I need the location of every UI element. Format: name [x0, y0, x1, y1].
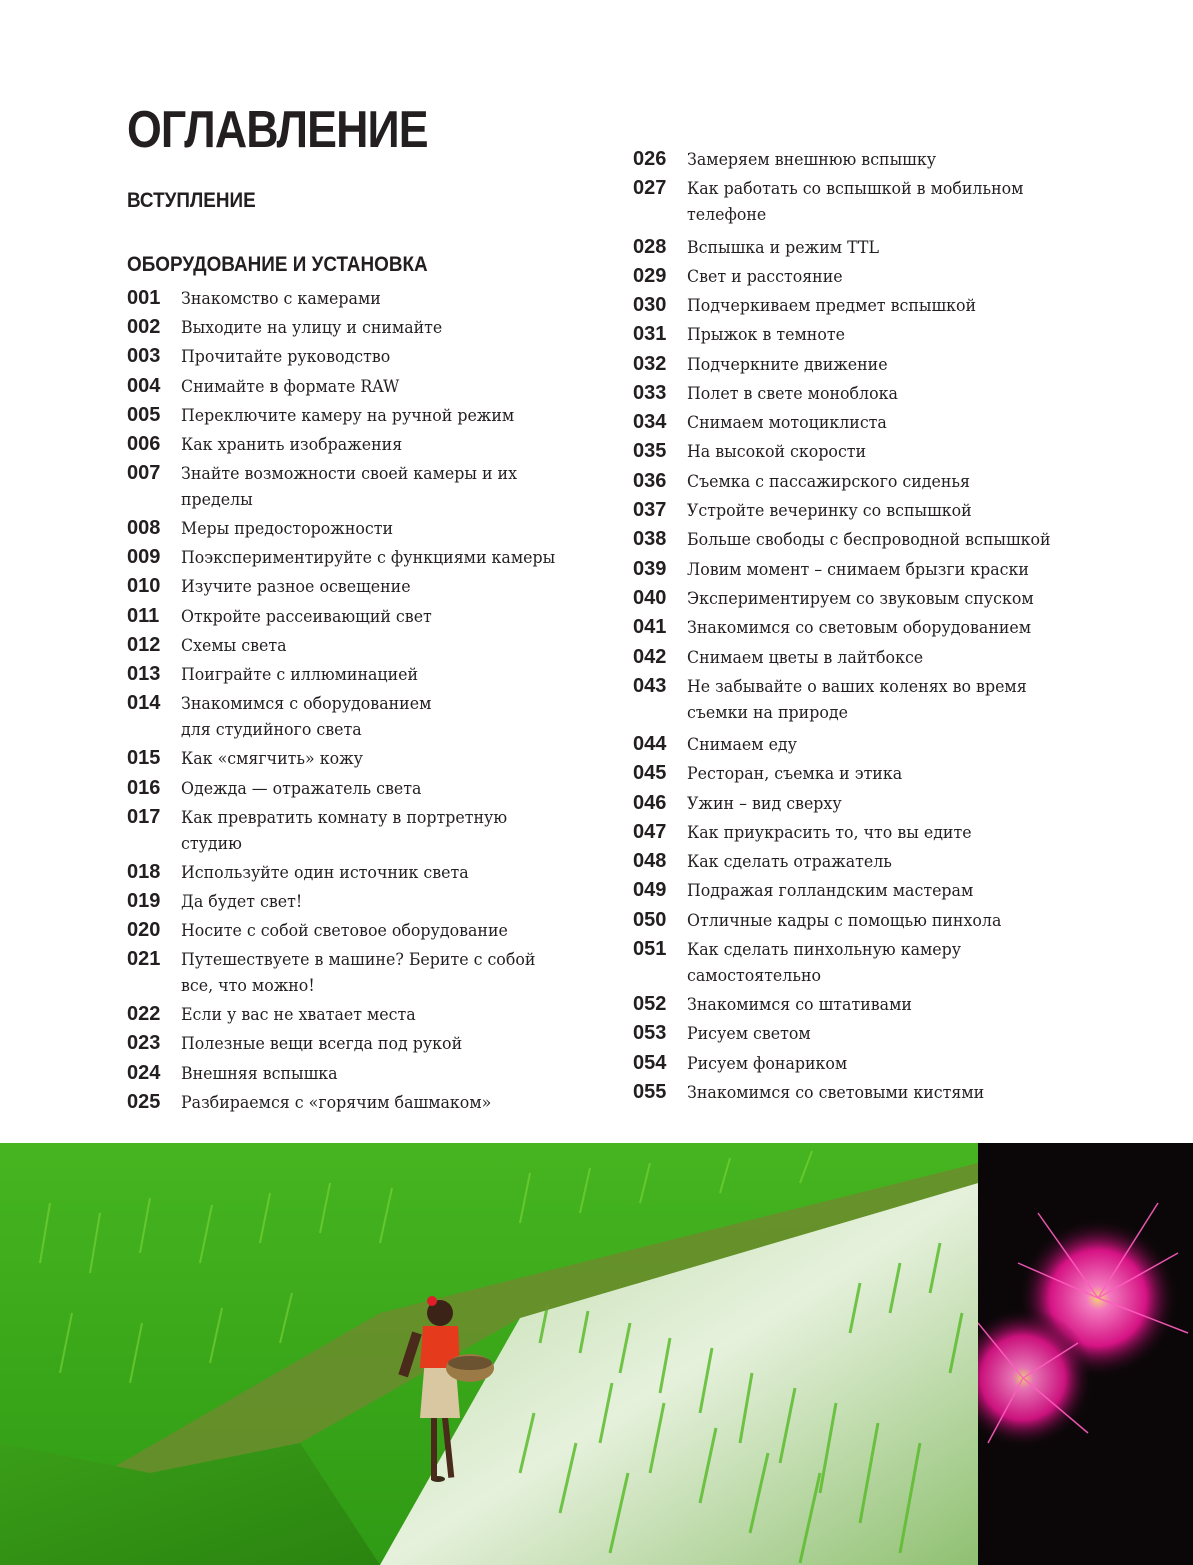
toc-column-left [127, 286, 597, 1126]
toc-entry-title: Переключите камеру на ручной режим [181, 406, 515, 426]
toc-entry-title: Подражая голландским мастерам [687, 881, 974, 901]
toc-entry-number: 027 [633, 177, 667, 199]
section-heading: ОБОРУДОВАНИЕ И УСТАНОВКА [127, 253, 428, 276]
toc-entry-number: 033 [633, 382, 667, 404]
toc-entry-title: телефоне [687, 205, 767, 225]
toc-entry-number: 032 [633, 353, 667, 375]
toc-entry-number: 030 [633, 294, 667, 316]
rice-field-illustration [0, 1143, 978, 1565]
toc-entry-number: 047 [633, 821, 667, 843]
toc-entry-number: 012 [127, 634, 161, 656]
toc-entry-number: 052 [633, 993, 667, 1015]
toc-entry-number: 028 [633, 236, 667, 258]
toc-column-right [633, 147, 1093, 1117]
toc-entry-number: 039 [633, 558, 667, 580]
toc-entry-number: 022 [127, 1003, 161, 1025]
toc-entry-title: На высокой скорости [687, 442, 867, 462]
toc-entry-number: 014 [127, 692, 161, 714]
toc-entry-number: 041 [633, 616, 667, 638]
toc-entry-number: 043 [633, 675, 667, 697]
toc-entry-number: 011 [127, 605, 160, 627]
toc-entry-number: 023 [127, 1032, 161, 1054]
toc-entry-number: 017 [127, 806, 161, 828]
fireworks-photo [978, 1143, 1193, 1565]
fireworks-illustration [978, 1143, 1193, 1565]
toc-entry-title: Знакомимся со световым оборудованием [687, 618, 1032, 638]
toc-entry-title: Как сделать отражатель [687, 852, 892, 872]
toc-entry-title: Снимаем еду [687, 735, 797, 755]
toc-entry-title: Больше свободы с беспроводной вспышкой [687, 530, 1051, 550]
toc-entry-title: Съемка с пассажирского сиденья [687, 472, 971, 492]
toc-entry-number: 008 [127, 517, 161, 539]
toc-entry-number: 037 [633, 499, 667, 521]
toc-entry-title: Если у вас не хватает места [181, 1005, 416, 1025]
toc-entry-title: Знакомство с камерами [181, 289, 381, 309]
toc-entry-number: 024 [127, 1062, 161, 1084]
toc-entry-title: Устройте вечеринку со вспышкой [687, 501, 972, 521]
toc-entry-title: Ужин – вид сверху [687, 794, 842, 814]
toc-entry-title: Замеряем внешнюю вспышку [687, 150, 937, 170]
toc-entry-number: 002 [127, 316, 161, 338]
toc-entry-number: 045 [633, 762, 667, 784]
toc-entry-title: Ресторан, съемка и этика [687, 764, 903, 784]
toc-entry-number: 034 [633, 411, 667, 433]
toc-entry-title: Рисуем светом [687, 1024, 811, 1044]
toc-entry-title: Как сделать пинхольную камеру [687, 940, 962, 960]
toc-entry-title: Снимайте в формате RAW [181, 377, 400, 397]
toc-entry-number: 053 [633, 1022, 667, 1044]
toc-entry-number: 001 [127, 287, 161, 309]
toc-entry-title: Как работать со вспышкой в мобильном [687, 179, 1024, 199]
toc-entry-number: 036 [633, 470, 667, 492]
toc-entry-title: Знайте возможности своей камеры и их [181, 464, 518, 484]
toc-entry-title: пределы [181, 490, 253, 510]
toc-entry-title: студию [181, 834, 242, 854]
toc-entry-number: 049 [633, 879, 667, 901]
toc-entry-title: Полезные вещи всегда под рукой [181, 1034, 463, 1054]
toc-entry-title: Рисуем фонариком [687, 1054, 848, 1074]
toc-entry-title: Меры предосторожности [181, 519, 394, 539]
toc-entry-title: Подчеркните движение [687, 355, 888, 375]
toc-entry-title: Да будет свет! [181, 892, 303, 912]
toc-entry-number: 031 [633, 323, 667, 345]
toc-entry-number: 016 [127, 777, 161, 799]
toc-entry-number: 051 [633, 938, 667, 960]
toc-entry-title: Как хранить изображения [181, 435, 403, 455]
toc-entry-title: Поиграйте с иллюминацией [181, 665, 419, 685]
toc-entry-title: Внешняя вспышка [181, 1064, 338, 1084]
toc-entry-title: Не забывайте о ваших коленях во время [687, 677, 1027, 697]
intro-heading[interactable]: ВСТУПЛЕНИЕ [127, 189, 256, 212]
rice-field-photo [0, 1143, 978, 1565]
toc-entry-title: Знакомимся со штативами [687, 995, 912, 1015]
toc-entry-title: Прыжок в темноте [687, 325, 845, 345]
toc-entry-title: Используйте один источник света [181, 863, 469, 883]
toc-entry-number: 035 [633, 440, 667, 462]
toc-entry-title: Выходите на улицу и снимайте [181, 318, 443, 338]
toc-entry-title: Разбираемся с «горячим башмаком» [181, 1093, 492, 1113]
toc-entry-number: 038 [633, 528, 667, 550]
toc-entry-number: 044 [633, 733, 667, 755]
toc-entry-title: Ловим момент – снимаем брызги краски [687, 560, 1029, 580]
toc-entry-title: Как приукрасить то, что вы едите [687, 823, 972, 843]
toc-entry-number: 021 [127, 948, 161, 970]
toc-entry-title: Откройте рассеивающий свет [181, 607, 432, 627]
toc-entry-number: 025 [127, 1091, 161, 1113]
toc-entry-number: 042 [633, 646, 667, 668]
toc-entry-number: 003 [127, 345, 161, 367]
toc-entry-number: 019 [127, 890, 161, 912]
toc-entry-number: 054 [633, 1052, 667, 1074]
toc-entry-title: Как «смягчить» кожу [181, 749, 363, 769]
toc-entry-title: Знакомимся со световыми кистями [687, 1083, 985, 1103]
toc-entry-number: 050 [633, 909, 667, 931]
toc-entry-title: Снимаем мотоциклиста [687, 413, 887, 433]
toc-entry-title: Подчеркиваем предмет вспышкой [687, 296, 977, 316]
toc-entry-title: Отличные кадры с помощью пинхола [687, 911, 1002, 931]
toc-entry-title: Снимаем цветы в лайтбоксе [687, 648, 924, 668]
toc-entry-number: 010 [127, 575, 161, 597]
toc-entry-title: Прочитайте руководство [181, 347, 391, 367]
toc-entry-title: Схемы света [181, 636, 287, 656]
toc-entry-number: 048 [633, 850, 667, 872]
toc-entry-title: съемки на природе [687, 703, 848, 723]
toc-entry-number: 046 [633, 792, 667, 814]
toc-entry-title: Полет в свете моноблока [687, 384, 898, 404]
toc-entry-title: все, что можно! [181, 976, 315, 996]
toc-entry-title: Изучите разное освещение [181, 577, 411, 597]
toc-entry-number: 040 [633, 587, 667, 609]
toc-entry-number: 015 [127, 747, 161, 769]
toc-entry-number: 009 [127, 546, 161, 568]
toc-entry-title: Как превратить комнату в портретную [181, 808, 508, 828]
toc-entry-number: 006 [127, 433, 161, 455]
toc-entry-title: Носите с собой световое оборудование [181, 921, 508, 941]
toc-entry-number: 013 [127, 663, 161, 685]
toc-entry-title: Одежда — отражатель света [181, 779, 422, 799]
toc-entry-number: 005 [127, 404, 161, 426]
toc-entry-title: для студийного света [181, 720, 362, 740]
toc-entry-title: Путешествуете в машине? Берите с собой [181, 950, 536, 970]
toc-entry-number: 004 [127, 375, 161, 397]
toc-entry-number: 018 [127, 861, 161, 883]
toc-entry-number: 029 [633, 265, 667, 287]
toc-entry-number: 020 [127, 919, 161, 941]
toc-entry-title: Знакомимся с оборудованием [181, 694, 432, 714]
toc-entry-title: самостоятельно [687, 966, 822, 986]
toc-entry-title: Поэкспериментируйте с функциями камеры [181, 548, 556, 568]
page-title: ОГЛАВЛЕНИЕ [127, 101, 428, 159]
toc-entry-title: Свет и расстояние [687, 267, 843, 287]
toc-entry-title: Вспышка и режим TTL [687, 238, 879, 258]
toc-entry-number: 055 [633, 1081, 667, 1103]
toc-entry-number: 026 [633, 148, 667, 170]
toc-entry-number: 007 [127, 462, 161, 484]
toc-entry-title: Экспериментируем со звуковым спуском [687, 589, 1034, 609]
